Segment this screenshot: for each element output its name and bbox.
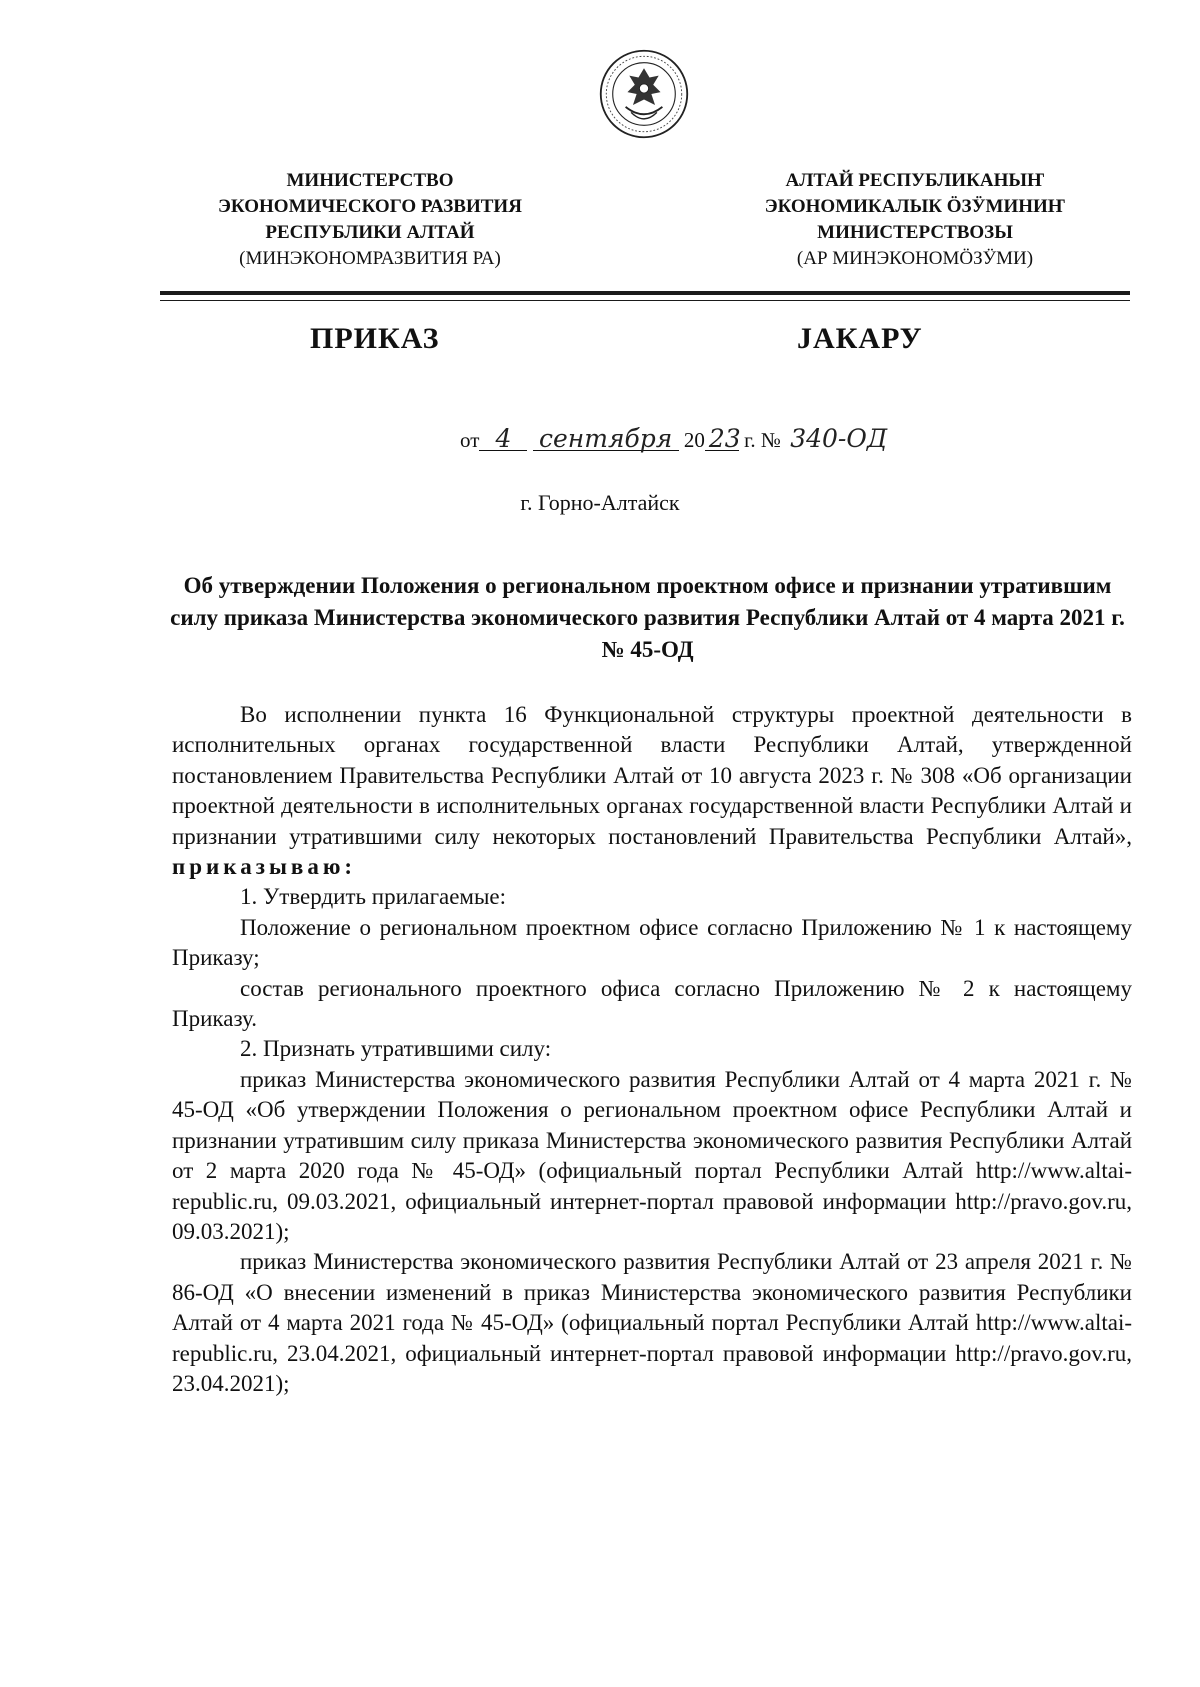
date-year-prefix: 20 <box>683 428 705 452</box>
ministry-ru-line-1: МИНИСТЕРСТВО <box>286 170 454 191</box>
body-paragraph-approve-regulation: Положение о региональном проектном офисе согласно Приложению № 1 к настоящему Приказу; <box>172 914 1132 971</box>
order-title-russian: ПРИКАЗ <box>310 322 440 355</box>
body-paragraph-approve-composition: состав регионального проектного офиса согласно Приложению № 2 к настоящему Приказу. <box>172 975 1132 1032</box>
header-divider-thick <box>160 291 1130 295</box>
body-paragraph-repeal-order-45: приказ Министерства экономического развития Республики Алтай от 4 марта 2021 г. № 45-ОД «Об утверждении Положения о региональном проектном офисе Республики Алтай и признании утратившим силу приказа Министерства экономического развития Республики Алтай от 2 марта 2020 года № 45-ОД» (официальный портал Республики Алтай http://www.altai-republic.ru, 09.03.2021, официальный интернет-портал правовой информации http://pravo.gov.ru, 09.03.2021); <box>172 1066 1132 1244</box>
preamble-text: Во исполнении пункта 16 Функциональной структуры проектной деятельности в исполнительных органах государственной власти Республики Алтай, утвержденной постановлением Правительства Республики Алтай от 10 августа 2023 г. № 308 «Об организации проектной деятельности в исполнительных органах государственной власти Республики Алтай и признании утратившими силу некоторых постановлений Правительства Республики Алтай», <box>172 702 1132 849</box>
order-number-handwritten: 340-ОД <box>790 424 888 453</box>
ministry-alt-abbrev: (АР МИНЭКОНОМӦЗӰМИ) <box>796 248 1034 269</box>
body-paragraph-item-2: 2. Признать утратившими силу: <box>240 1036 552 1062</box>
ministry-ru-line-3: РЕСПУБЛИКИ АЛТАЙ <box>265 222 475 243</box>
ministry-alt-line-2: ЭКОНОМИКАЛЫК ӦЗӰМИНИҤ <box>764 196 1066 217</box>
ministry-alt-line-3: МИНИСТЕРСТВОЗЫ <box>817 222 1013 243</box>
date-month-handwritten: сентября <box>533 428 679 451</box>
ministry-ru-abbrev: (МИНЭКОНОМРАЗВИТИЯ РА) <box>239 248 501 269</box>
date-year-handwritten: 23 <box>705 428 739 451</box>
ministry-ru-line-2: ЭКОНОМИЧЕСКОГО РАЗВИТИЯ <box>218 196 522 217</box>
body-paragraph-repeal-order-86: приказ Министерства экономического развития Республики Алтай от 23 апреля 2021 г. № 86-ОД «О внесении изменений в приказ Министерства экономического развития Республики Алтай от 4 марта 2021 года № 45-ОД» (официальный портал Республики Алтай http://www.altai-republic.ru, 23.04.2021, официальный интернет-портал правовой информации http://pravo.gov.ru, 23.04.2021); <box>172 1249 1132 1396</box>
order-subject-heading: Об утверждении Положения о региональном проектном офисе и признании утратившим силу приказа Министерства экономического развития Республики Алтай от 4 марта 2021 г. № 45-ОД <box>170 573 1125 662</box>
coat-of-arms-emblem-icon <box>598 48 690 140</box>
ministry-alt-line-1: АЛТАЙ РЕСПУБЛИКАНЫҤ <box>785 170 1045 191</box>
order-body <box>172 700 1132 1399</box>
date-prefix: от <box>460 428 480 452</box>
header-divider-thin <box>160 300 1130 301</box>
order-title-altai: ЈАКАРУ <box>797 322 923 355</box>
order-directive: приказываю: <box>172 854 357 880</box>
ministry-name-altai <box>735 168 1095 272</box>
body-paragraph-item-1: 1. Утвердить прилагаемые: <box>240 884 507 910</box>
ministry-name-russian <box>190 168 550 272</box>
date-number-label: г. № <box>744 428 781 452</box>
issuing-city: г. Горно-Алтайск <box>520 490 680 515</box>
order-date-line <box>460 424 894 453</box>
date-day-handwritten: 4 <box>479 428 527 451</box>
body-paragraph-preamble <box>172 700 1132 882</box>
